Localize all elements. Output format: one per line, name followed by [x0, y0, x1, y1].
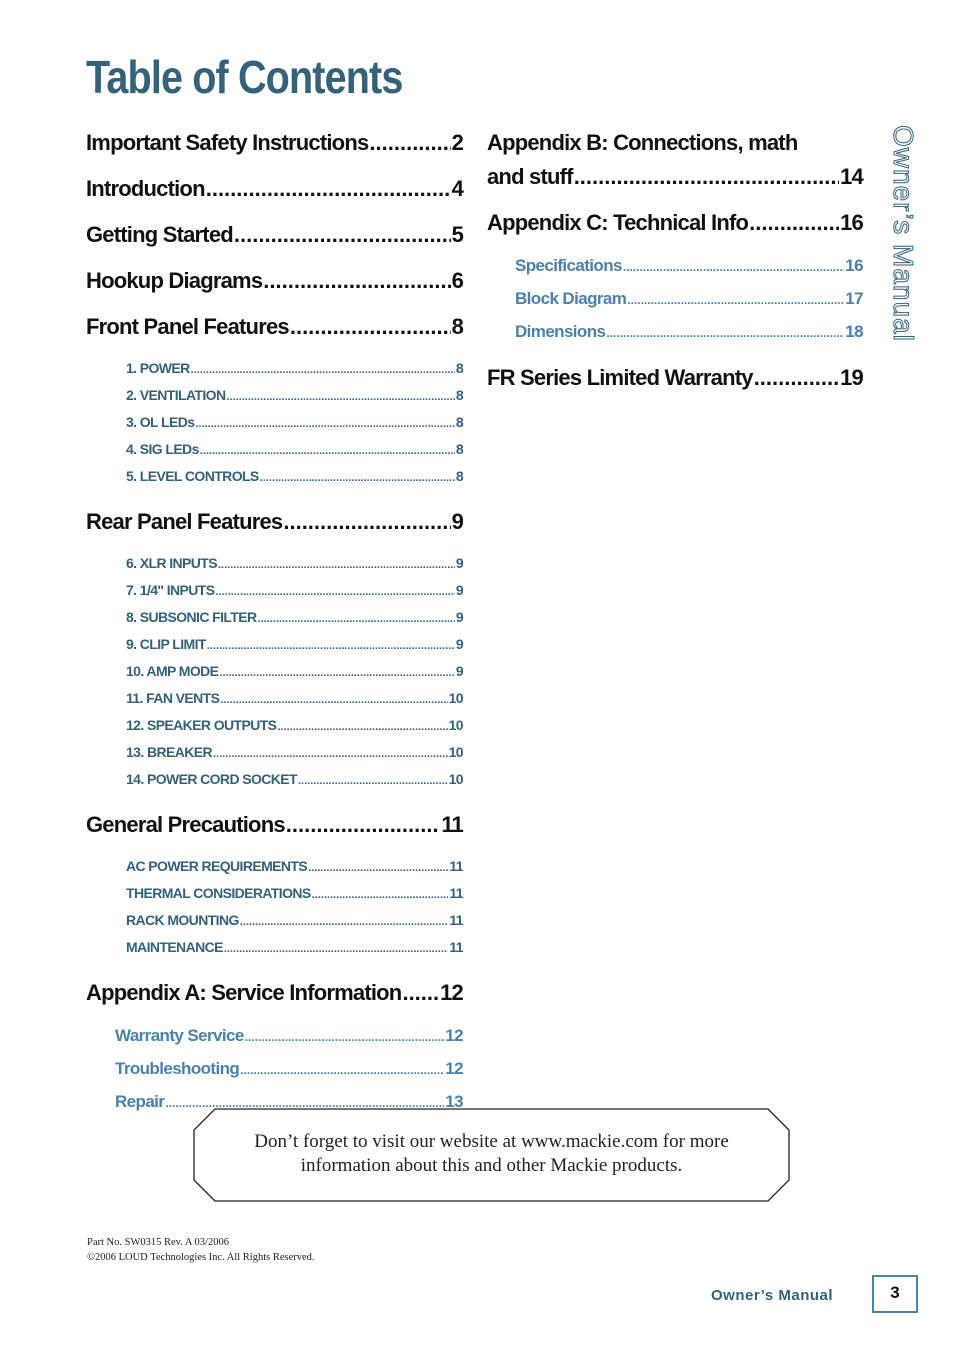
leader-dots	[207, 636, 455, 652]
toc-entry-label: Important Safety Instructions	[86, 130, 369, 155]
leader-dots	[290, 314, 451, 340]
leader-dots	[298, 771, 448, 787]
toc-entry-appendix-b-line1[interactable]: Appendix B: Connections, math	[487, 130, 798, 155]
toc-entry-page: 11	[449, 885, 463, 901]
leader-dots	[402, 980, 439, 1006]
toc-entry-page: 11	[449, 912, 463, 928]
toc-entry-label: 14. POWER CORD SOCKET	[126, 771, 297, 787]
leader-dots	[277, 717, 447, 733]
leader-dots	[260, 468, 455, 484]
toc-entry-page: 8	[455, 441, 463, 457]
leader-dots	[263, 268, 450, 294]
leader-dots	[369, 130, 450, 156]
toc-entry-5-level-controls[interactable]	[86, 468, 463, 495]
toc-entry-label: 3. OL LEDs	[126, 414, 195, 430]
toc-entry-warranty-service[interactable]	[86, 1026, 463, 1059]
toc-entry-label: 4. SIG LEDs	[126, 441, 199, 457]
toc-entry-appendix-a-service-information[interactable]	[86, 980, 463, 1026]
toc-entry-label: Appendix C: Technical Info	[487, 210, 749, 235]
toc-right-column	[487, 130, 863, 411]
leader-dots	[234, 222, 451, 248]
leader-dots	[286, 812, 441, 838]
leader-dots	[219, 663, 454, 679]
toc-entry-label: Rear Panel Features	[86, 509, 283, 534]
toc-entry-page: 12	[445, 1059, 463, 1078]
toc-entry-label: Dimensions	[515, 322, 606, 341]
footer-label: Owner’s Manual	[711, 1287, 834, 1304]
toc-entry-thermal-considerations[interactable]	[86, 885, 463, 912]
leader-dots	[312, 885, 449, 901]
toc-entry-label: Front Panel Features	[86, 314, 289, 339]
toc-entry-page: 18	[845, 322, 863, 341]
toc-entry-page: 16	[840, 210, 863, 235]
toc-entry-page: 9	[455, 609, 463, 625]
toc-entry-page: 10	[448, 717, 463, 733]
toc-entry-label: THERMAL CONSIDERATIONS	[126, 885, 311, 901]
toc-entry-page: 11	[449, 939, 463, 955]
toc-entry-troubleshooting[interactable]	[86, 1059, 463, 1092]
toc-entry-6-xlr-inputs[interactable]	[86, 555, 463, 582]
toc-entry-label: 1. POWER	[126, 360, 190, 376]
toc-entry-page: 14	[840, 164, 863, 189]
legal-info	[87, 1235, 315, 1265]
toc-entry-important-safety-instructions[interactable]	[86, 130, 463, 176]
toc-entry-12-speaker-outputs[interactable]	[86, 717, 463, 744]
toc-entry-label: 8. SUBSONIC FILTER	[126, 609, 257, 625]
leader-dots	[749, 210, 839, 236]
leader-dots	[213, 744, 448, 760]
leader-dots	[283, 509, 450, 535]
leader-dots	[226, 387, 454, 403]
toc-entry-appendix-b[interactable]	[487, 164, 863, 210]
toc-entry-label: MAINTENANCE	[126, 939, 223, 955]
toc-entry-label: Troubleshooting	[115, 1059, 240, 1078]
notice-line-1: Don’t forget to visit our website at www.mackie.com for more	[254, 1131, 729, 1152]
toc-entry-front-panel-features[interactable]	[86, 314, 463, 360]
toc-entry-8-subsonic-filter[interactable]	[86, 609, 463, 636]
toc-entry-page: 19	[840, 365, 863, 390]
toc-entry-introduction[interactable]	[86, 176, 463, 222]
toc-entry-label: 2. VENTILATION	[126, 387, 226, 403]
toc-entry-page: 11	[449, 858, 463, 874]
toc-entry-page: 17	[845, 289, 863, 308]
toc-entry-page: 9	[451, 509, 463, 534]
toc-entry-page: 2	[451, 130, 463, 155]
toc-entry-label: General Precautions	[86, 812, 285, 837]
toc-entry-label: 12. SPEAKER OUTPUTS	[126, 717, 277, 733]
toc-entry-appendix-c-technical-info[interactable]	[487, 210, 863, 256]
toc-entry-ac-power-requirements[interactable]	[86, 858, 463, 885]
toc-entry-rear-panel-features[interactable]	[86, 509, 463, 555]
toc-entry-general-precautions[interactable]	[86, 812, 463, 858]
toc-entry-14-power-cord-socket[interactable]	[86, 771, 463, 798]
toc-entry-13-breaker[interactable]	[86, 744, 463, 771]
toc-entry-page: 5	[451, 222, 463, 247]
toc-entry-label: RACK MOUNTING	[126, 912, 239, 928]
page-title: Table of Contents	[86, 51, 403, 103]
leader-dots	[240, 912, 449, 928]
leader-dots	[195, 414, 454, 430]
toc-entry-page: 6	[451, 268, 463, 293]
toc-entry-page: 12	[445, 1026, 463, 1045]
toc-entry-dimensions[interactable]	[487, 322, 863, 355]
toc-entry-page: 9	[455, 663, 463, 679]
toc-entry-page: 9	[455, 636, 463, 652]
toc-entry-page: 8	[451, 314, 463, 339]
toc-entry-page: 9	[455, 582, 463, 598]
toc-entry-label: Introduction	[86, 176, 205, 201]
toc-entry-page: 8	[455, 468, 463, 484]
leader-dots	[191, 360, 455, 376]
toc-entry-label: and stuff	[487, 164, 573, 189]
toc-entry-page: 8	[455, 414, 463, 430]
toc-entry-getting-started[interactable]	[86, 222, 463, 268]
toc-entry-label: 9. CLIP LIMIT	[126, 636, 206, 652]
toc-entry-label: Warranty Service	[115, 1026, 244, 1045]
toc-entry-rack-mounting[interactable]	[86, 912, 463, 939]
toc-entry-label: AC POWER REQUIREMENTS	[126, 858, 308, 874]
toc-entry-page: 16	[845, 256, 863, 275]
toc-entry-page: 13	[445, 1092, 463, 1111]
toc-entry-label: 10. AMP MODE	[126, 663, 219, 679]
toc-entry-page: 9	[455, 555, 463, 571]
toc-entry-page: 10	[448, 771, 463, 787]
toc-entry-fr-series-limited-warranty[interactable]	[487, 365, 863, 411]
toc-entry-page: 10	[448, 744, 463, 760]
leader-dots	[308, 858, 448, 874]
side-label: Owner’s Manual	[888, 125, 919, 342]
leader-dots	[574, 164, 839, 190]
toc-entry-specifications[interactable]	[487, 256, 863, 289]
toc-entry-1-power[interactable]	[86, 360, 463, 387]
toc-entry-label: Repair	[115, 1092, 165, 1111]
toc-entry-hookup-diagrams[interactable]	[86, 268, 463, 314]
copyright: ©2006 LOUD Technologies Inc. All Rights Reserved.	[87, 1252, 315, 1263]
leader-dots	[258, 609, 455, 625]
toc-entry-page: 10	[448, 690, 463, 706]
toc-entry-page: 4	[451, 176, 463, 201]
toc-entry-label: 11. FAN VENTS	[126, 690, 220, 706]
leader-dots	[627, 289, 844, 309]
toc-entry-label: Getting Started	[86, 222, 233, 247]
leader-dots	[220, 690, 447, 706]
part-number: Part No. SW0315 Rev. A 03/2006	[87, 1237, 229, 1248]
leader-dots	[754, 365, 839, 391]
toc-entry-label: Hookup Diagrams	[86, 268, 263, 293]
toc-entry-label: 7. 1/4" INPUTS	[126, 582, 215, 598]
toc-entry-page: 12	[440, 980, 463, 1005]
toc-entry-label: 13. BREAKER	[126, 744, 212, 760]
leader-dots	[206, 176, 451, 202]
toc-entry-maintenance[interactable]	[86, 939, 463, 966]
toc-entry-label: Block Diagram	[515, 289, 627, 308]
toc-right-entries	[487, 210, 863, 411]
toc-entry-10-amp-mode[interactable]	[86, 663, 463, 690]
toc-left-column	[86, 130, 463, 1125]
toc-entry-2-ventilation[interactable]	[86, 387, 463, 414]
leader-dots	[224, 939, 449, 955]
toc-entry-label: Specifications	[515, 256, 622, 275]
toc-entry-11-fan-vents[interactable]	[86, 690, 463, 717]
toc-entry-page: 8	[455, 360, 463, 376]
toc-entry-page: 8	[455, 387, 463, 403]
toc-entry-label: Appendix A: Service Information	[86, 980, 402, 1005]
toc-entry-3-ol-leds[interactable]	[86, 414, 463, 441]
toc-entry-label: FR Series Limited Warranty	[487, 365, 753, 390]
leader-dots	[216, 582, 455, 598]
toc-entry-label: 6. XLR INPUTS	[126, 555, 217, 571]
page-number: 3	[872, 1275, 918, 1313]
leader-dots	[218, 555, 455, 571]
leader-dots	[606, 322, 844, 342]
leader-dots	[240, 1059, 444, 1079]
toc-entry-4-sig-leds[interactable]	[86, 441, 463, 468]
website-notice	[193, 1108, 790, 1202]
leader-dots	[200, 441, 455, 457]
toc-entry-label: 5. LEVEL CONTROLS	[126, 468, 259, 484]
leader-dots	[623, 256, 844, 276]
toc-entry-block-diagram[interactable]	[487, 289, 863, 322]
toc-entry-9-clip-limit[interactable]	[86, 636, 463, 663]
toc-entry-page: 11	[441, 812, 463, 837]
notice-line-2: information about this and other Mackie products.	[300, 1155, 683, 1176]
leader-dots	[245, 1026, 445, 1046]
toc-entry-7-1-4-inputs[interactable]	[86, 582, 463, 609]
